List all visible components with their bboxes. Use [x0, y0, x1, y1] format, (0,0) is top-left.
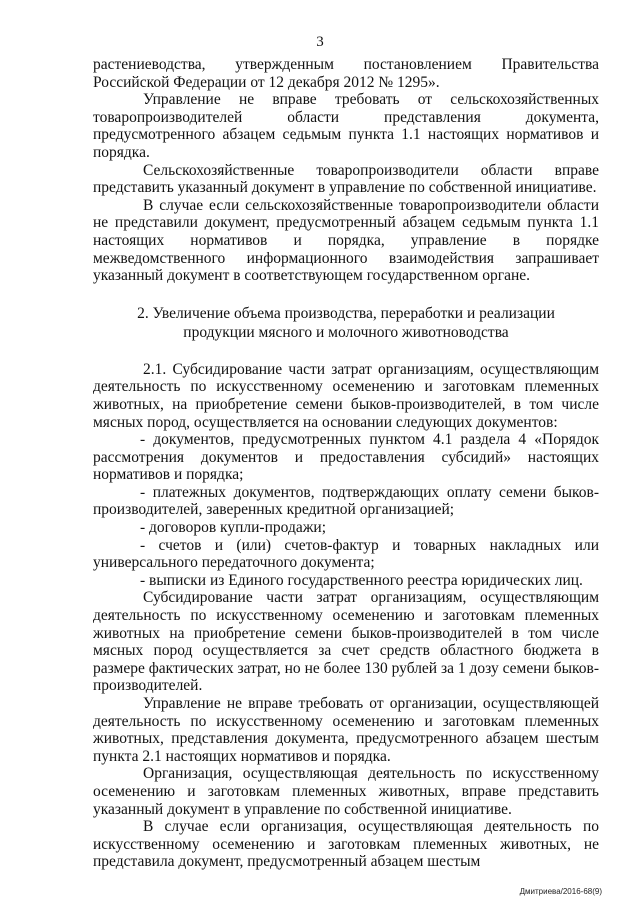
- list-item: - документов, предусмотренных пунктом 4.1 раздела 4 «Порядок рассмотрения документов и предоставления субсидий» настоящих нормативов и порядка;: [93, 431, 599, 484]
- footer-code: Дмитриева/2016-68(9): [519, 887, 602, 896]
- section-heading-line: продукции мясного и молочного животноводства: [183, 324, 509, 342]
- paragraph: В случае если сельскохозяйственные товаропроизводители области не представили документ, предусмотренный абзацем седьмым пункта 1.1 настоящих нормативов и порядка, управление в порядке межведомственного информационного взаимодействия запрашивает указанный документ в соответствующем государственном органе.: [93, 196, 599, 285]
- list-item: - платежных документов, подтверждающих оплату семени быков-производителей, заверенных кредитной организацией;: [93, 483, 599, 519]
- paragraph: Субсидирование части затрат организациям, осуществляющим деятельность по искусственному осеменению и заготовкам племенных животных на приобретение семени быков-производителей в том числе мясных пород осуществляется за счет средств областного бюджета в размере фактических затрат, но не более 130 рублей за 1 дозу семени быков-производителей.: [93, 589, 599, 695]
- paragraph: В случае если организация, осуществляющая деятельность по искусственному осеменению и заготовкам племенных животных, не представила документ, предусмотренный абзацем шестым: [93, 818, 599, 871]
- list-item: - выписки из Единого государственного реестра юридических лиц.: [140, 571, 583, 589]
- paragraph: Управление не вправе требовать от организации, осуществляющей деятельность по искусственному осеменению и заготовкам племенных животных, представления документа, предусмотренного абзацем шестым пункта 2.1 настоящих нормативов и порядка.: [93, 695, 599, 765]
- paragraph: Сельскохозяйственные товаропроизводители области вправе представить указанный документ в управление по собственной инициативе.: [93, 161, 599, 197]
- paragraph: Управление не вправе требовать от сельскохозяйственных товаропроизводителей области представления документа, предусмотренного абзацем седьмым пункта 1.1 настоящих нормативов и порядка.: [93, 91, 599, 161]
- paragraph: 2.1. Субсидирование части затрат организациям, осуществляющим деятельность по искусственному осеменению и заготовкам племенных животных, на приобретение семени быков-производителей, в том числе мясных пород, осуществляется на основании следующих документов:: [93, 360, 599, 431]
- paragraph: растениеводства, утвержденным постановлением Правительства Российской Федерации от 12 декабря 2012 № 1295».: [93, 56, 599, 91]
- paragraph: Организация, осуществляющая деятельность по искусственному осеменению и заготовкам племенных животных, вправе представить указанный документ в управление по собственной инициативе.: [93, 765, 599, 818]
- document-body: [93, 56, 599, 871]
- section-heading: [93, 304, 599, 343]
- list-item: - договоров купли-продажи;: [140, 519, 327, 537]
- list-item: - счетов и (или) счетов-фактур и товарных накладных или универсального передаточного документа;: [93, 536, 599, 572]
- section-heading-line: 2. Увеличение объема производства, переработки и реализации: [137, 304, 555, 322]
- page-number: 3: [316, 34, 324, 50]
